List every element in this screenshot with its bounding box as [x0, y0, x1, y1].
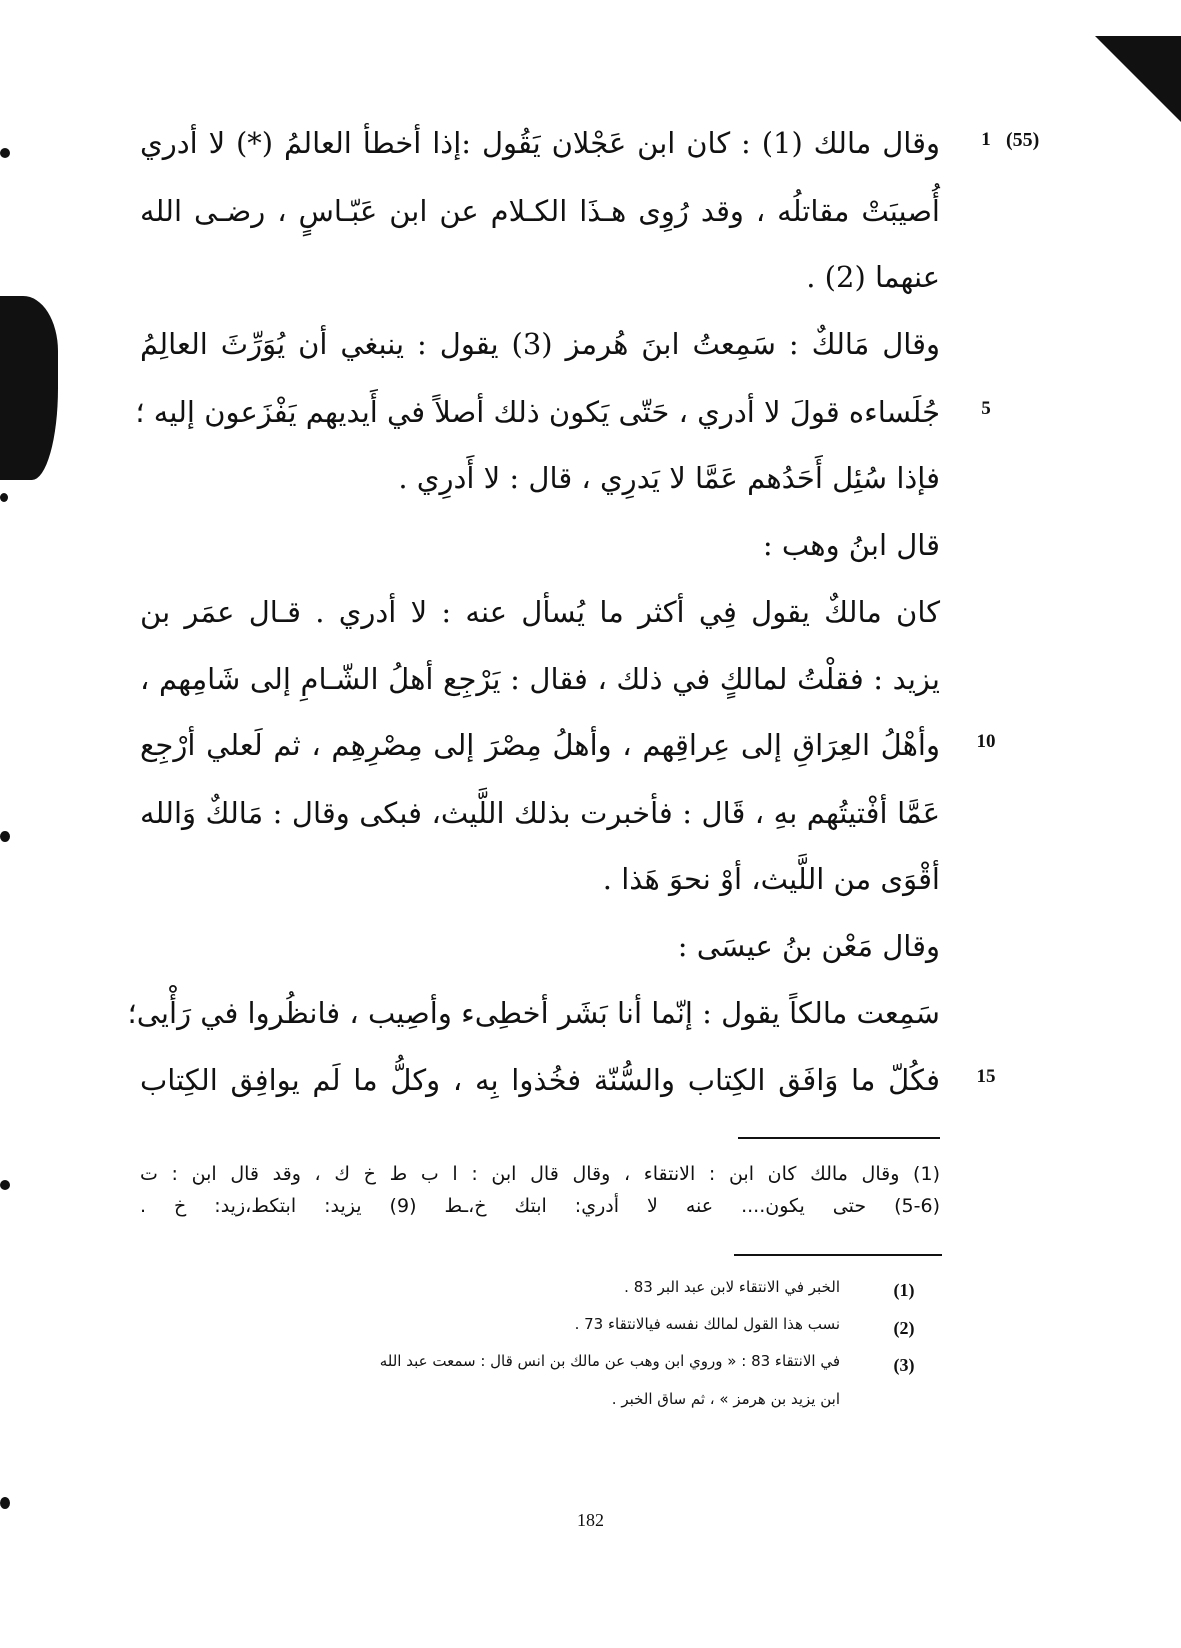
variant-note: (5-6) حتى يكون.... عنه لا أدري: ابتك خ،ـط (9) يزيد: ابتكط،زيد: خ .: [140, 1195, 940, 1217]
text-line: وأهْلُ العِرَاقِ إلى عِراقِهم ، وأهلُ مِصْرَ إلى مِصْرِهِم ، ثم لَعلي أرْجِع: [140, 728, 940, 762]
footnote-marker: (1): [893, 1280, 915, 1300]
text-line: وقال مَعْن بنُ عيسَى :: [677, 929, 940, 963]
text-line: قال ابنُ وهب :: [762, 528, 940, 562]
text-line: عنهما (2) .: [806, 260, 940, 294]
line-number: 10: [976, 731, 996, 752]
scan-edge-dot: [0, 148, 10, 158]
text-line: وقال مَالكٌ : سَمِعتُ ابنَ هُرمز (3) يقول : ينبغي أن يُوَرِّثَ العالِمُ: [140, 327, 940, 361]
text-line: يزيد : فقلْتُ لمالكٍ في ذلك ، فقال : يَرْجِع أهلُ الشّـامِ إلى شَامِهم ،: [140, 662, 940, 696]
scan-edge-dot: [0, 831, 10, 842]
text-line: عَمَّا أفْتيتُهم بهِ ، قَال : فأخبرت بذلك اللَّيث، فبكى وقال : مَالكٌ وَالله: [140, 796, 940, 830]
text-line: فكُلّ ما وَافَق الكِتاب والسُّنّة فخُذوا بِه ، وكلُّ ما لَم يوافِق الكِتاب: [140, 1063, 940, 1097]
scan-edge-dot: [0, 1497, 10, 1509]
text-line: جُلَساءه قولَ لا أدري ، حَتّى يَكون ذلك أصلاً في أَيديهم يَفْزَعون إليه ؛: [135, 395, 940, 429]
section-number: (55): [1006, 129, 1040, 151]
footnote-text: في الانتقاء 83 : « وروي ابن وهب عن مالك بن انس قال : سمعت عبد الله: [379, 1352, 840, 1370]
text-line: وقال مالك (1) : كان ابن عَجْلان يَقُول :إذا أخطأ العالمُ (*) لا أدري: [140, 126, 940, 160]
text-line: أقْوَى من اللَّيث، أوْ نحوَ هَذا .: [602, 862, 940, 896]
footnotes-rule: [734, 1254, 942, 1256]
footnote-marker: (3): [893, 1355, 915, 1375]
text-line: فإذا سُئِل أَحَدُهم عَمَّا لا يَدرِي ، قال : لا أَدرِي .: [398, 461, 940, 495]
scan-edge-blot: [0, 296, 58, 480]
text-line: كان مالكٌ يقول فِي أكثر ما يُسأل عنه : لا أدري . قـال عمَر بن: [140, 595, 940, 629]
scan-edge-dot: [0, 1180, 10, 1190]
text-line: أُصيبَتْ مقاتلُه ، وقد رُوِى هـذَا الكـلام عن ابن عَبّـاسٍ ، رضـى الله: [140, 194, 940, 228]
footnote-text: الخبر في الانتقاء لابن عبد البر 83 .: [624, 1278, 840, 1296]
line-number: 1: [981, 129, 991, 150]
scan-edge-dot: [0, 493, 8, 502]
variants-rule: [738, 1137, 940, 1139]
footnote-text: ابن يزيد بن هرمز » ، ثم ساق الخبر .: [611, 1390, 840, 1408]
footnote-text: نسب هذا القول لمالك نفسه فيالانتقاء 73 .: [574, 1315, 840, 1333]
text-line: سَمِعت مالكاً يقول : إنّما أنا بَشَر أخطِىء وأصِيب ، فانظُروا في رَأْيى؛: [127, 996, 940, 1030]
footnote-marker: (2): [893, 1318, 915, 1338]
scan-corner-mark: [1095, 36, 1181, 122]
variant-note: (1) وقال مالك كان ابن : الانتقاء ، وقال قال ابن : ا ب ط خ ك ، وقد قال ابن : ت: [140, 1163, 940, 1185]
page-number: 182: [577, 1510, 604, 1530]
line-number: 15: [976, 1066, 996, 1087]
line-number: 5: [981, 398, 991, 419]
